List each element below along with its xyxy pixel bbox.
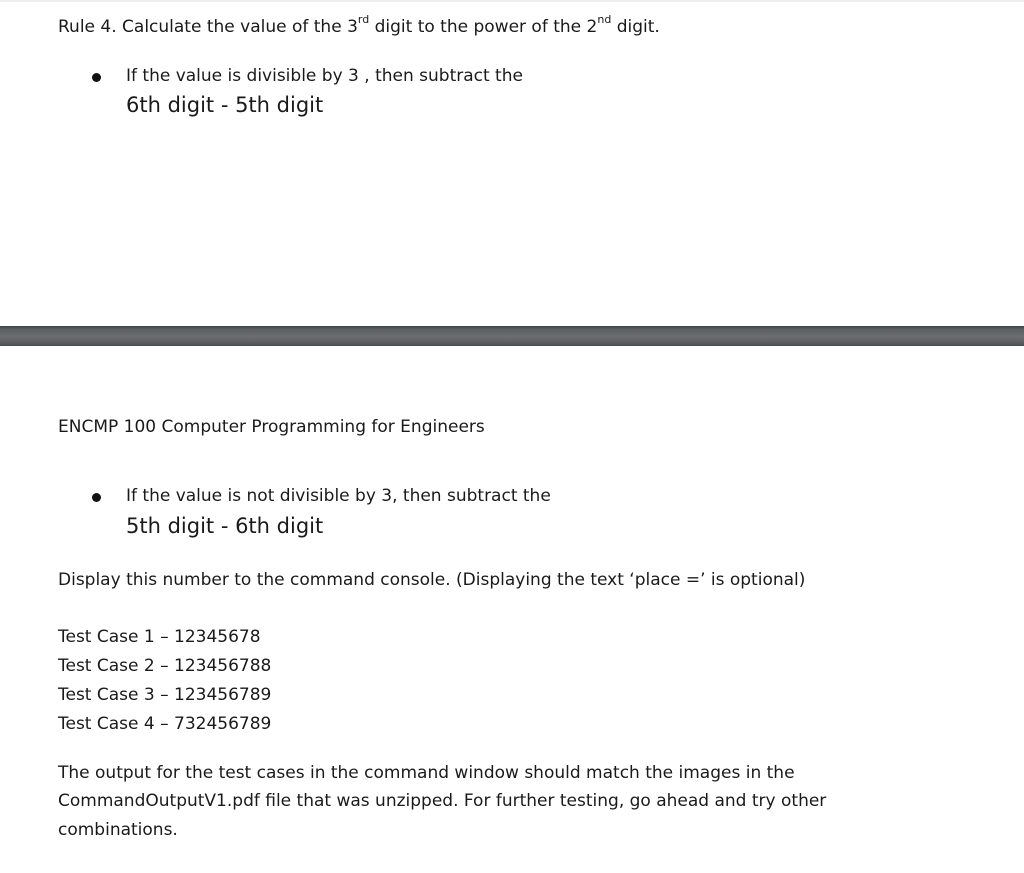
closing-line-3: combinations. [58,820,178,840]
formula-not-divisible: 5th digit - 6th digit [126,514,324,538]
test-case-2: Test Case 2 – 123456788 [58,656,272,676]
rule-4-heading: Rule 4. Calculate the value of the 3rd digit to the power of the 2nd digit. [58,13,660,37]
display-instruction: Display this number to the command console. (Displaying the text ‘place =’ is optional) [58,570,806,590]
closing-line-1: The output for the test cases in the command window should match the images in the [58,763,795,783]
bullet-divisible-text: If the value is divisible by 3 , then subtract the [126,66,523,86]
formula-divisible: 6th digit - 5th digit [126,93,324,117]
page-separator [0,326,1024,346]
bullet-dot [92,73,101,82]
closing-line-2: CommandOutputV1.pdf file that was unzipped. For further testing, go ahead and try other [58,791,827,811]
page-top-border [0,0,1024,2]
bullet-not-divisible-text: If the value is not divisible by 3, then subtract the [126,486,551,506]
bullet-dot [92,493,101,502]
test-case-3: Test Case 3 – 123456789 [58,685,272,705]
test-case-4: Test Case 4 – 732456789 [58,714,272,734]
document-page-bottom [0,346,1024,873]
document-page-top [0,0,1024,326]
course-title: ENCMP 100 Computer Programming for Engineers [58,417,485,437]
test-case-1: Test Case 1 – 12345678 [58,627,261,647]
